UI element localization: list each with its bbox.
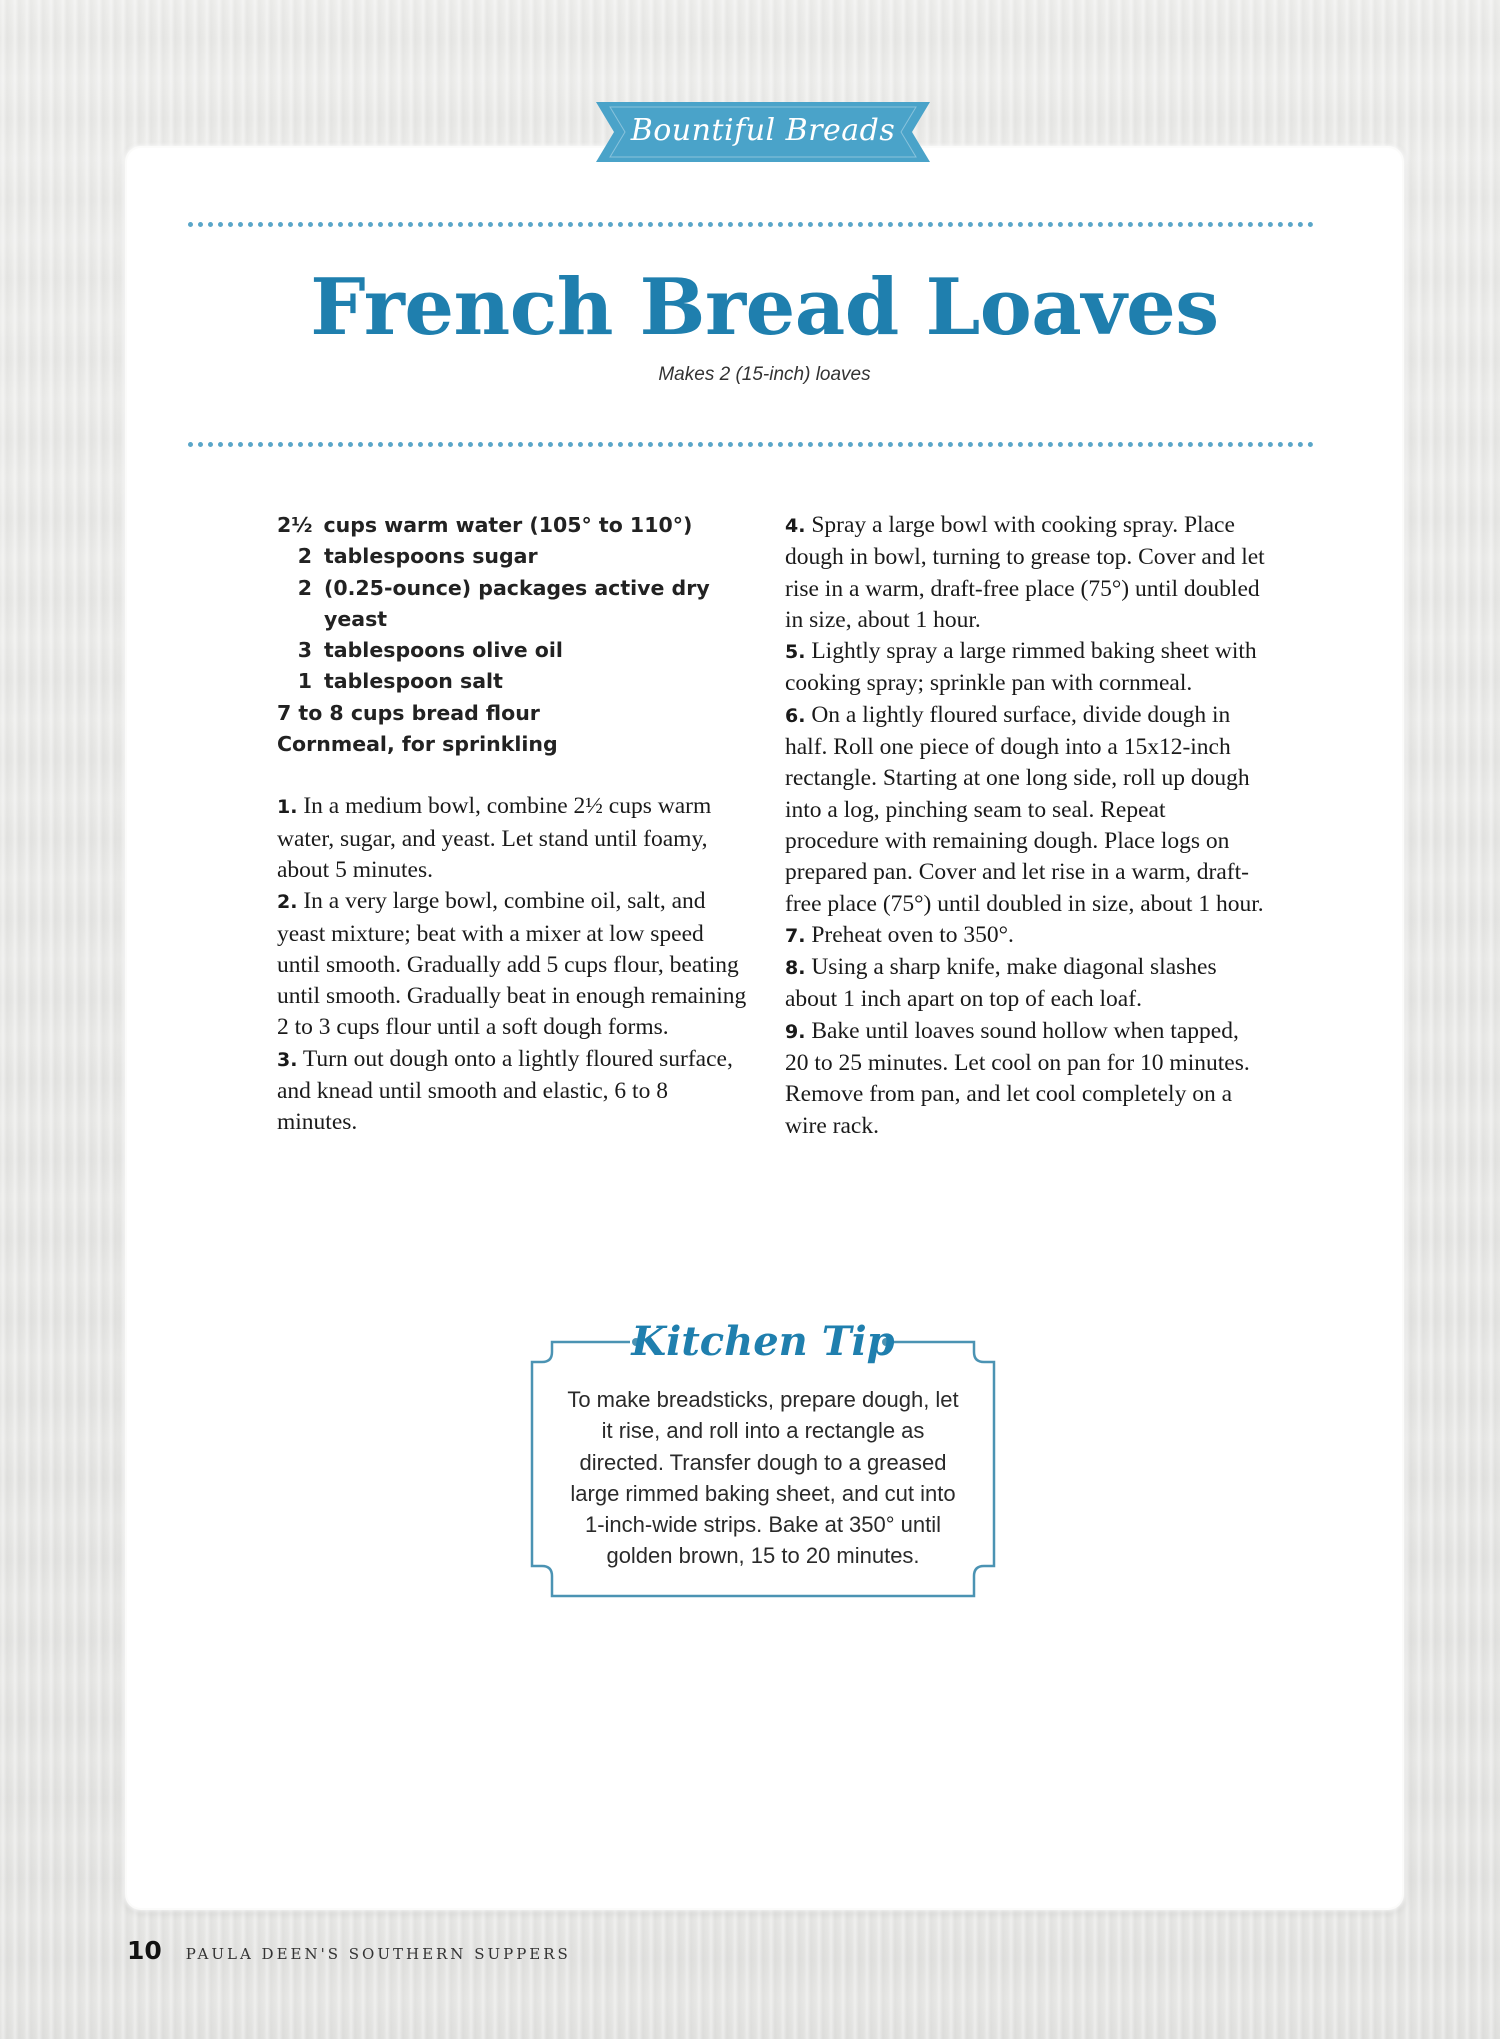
ingredient-text: tablespoons olive oil: [324, 638, 563, 663]
section-ribbon: [596, 102, 930, 162]
step-number: 5.: [785, 641, 806, 664]
tip-title: Kitchen Tip: [631, 1318, 895, 1365]
step-2: [277, 886, 747, 1043]
ingredient-text: tablespoon salt: [324, 669, 503, 694]
ingredient-item: [277, 666, 747, 697]
step-4: [785, 510, 1265, 636]
step-text: In a very large bowl, combine oil, salt, and yeast mixture; beat with a mixer at low speed until smooth. Gradually add 5 cups flour, beating until smooth. Gradually beat in enough remaining 2 to 3 cups flour until a soft dough forms.: [277, 888, 747, 1041]
ingredient-item: [277, 698, 747, 729]
step-number: 2.: [277, 891, 298, 914]
section-label: Bountiful Breads: [630, 113, 896, 148]
step-1: [277, 791, 747, 886]
step-9: [785, 1016, 1265, 1142]
step-number: 3.: [277, 1048, 298, 1071]
step-number: 1.: [277, 796, 298, 819]
step-text: Turn out dough onto a lightly floured surface, and knead until smooth and elastic, 6 to 8 minutes.: [277, 1045, 733, 1136]
step-text: Using a sharp knife, make diagonal slashes about 1 inch apart on top of each loaf.: [785, 954, 1217, 1013]
step-text: On a lightly floured surface, divide dough in half. Roll one piece of dough into a 15x12-inch rectangle. Starting at one long side, roll up dough into a log, pinching seam to seal. Repeat procedure with remaining dough. Place logs on prepared pan. Cover and let rise in a warm, draft-free place (75°) until doubled in size, about 1 hour.: [785, 701, 1264, 917]
step-text: Spray a large bowl with cooking spray. Place dough in bowl, turning to grease top. Cover and let rise in a warm, draft-free place (75°) until doubled in size, about 1 hour.: [785, 512, 1265, 633]
ingredient-text: Cornmeal, for sprinkling: [277, 732, 558, 757]
step-number: 4.: [785, 515, 806, 537]
step-number: 9.: [785, 1020, 806, 1043]
ingredient-item: [277, 635, 747, 666]
ingredient-qty: 3: [297, 638, 312, 663]
step-text: Lightly spray a large rimmed baking sheet with cooking spray; sprinkle pan with cornmeal.: [785, 638, 1257, 697]
step-text: Bake until loaves sound hollow when tapped, 20 to 25 minutes. Let cool on pan for 10 minutes. Remove from pan, and let cool completely on a wire rack.: [785, 1017, 1250, 1139]
step-number: 8.: [785, 957, 806, 980]
page-footer: [127, 1936, 571, 1965]
ingredient-text: tablespoons sugar: [324, 544, 538, 569]
kitchen-tip-box: [530, 1318, 996, 1598]
step-number: 7.: [785, 924, 806, 947]
step-5: [785, 636, 1265, 700]
tip-body: To make breadsticks, prepare dough, let it rise, and roll into a rectangle as directed. Transfer dough to a greased large rimmed baking sheet, and cut into 1-inch-wide strips. Bake at 350° until golden brown, 15 to 20 minutes.: [567, 1387, 959, 1569]
ingredient-item: [277, 541, 747, 572]
ingredient-list: [277, 510, 747, 760]
step-8: [785, 952, 1265, 1016]
ingredient-item: [277, 573, 747, 636]
bottom-divider: [188, 442, 1314, 447]
top-divider: [188, 222, 1314, 227]
step-text: Preheat oven to 350°.: [811, 921, 1014, 948]
step-number: 6.: [785, 704, 806, 727]
ingredient-text: (0.25-ounce) packages active dry yeast: [324, 575, 710, 631]
recipe-yield: Makes 2 (15-inch) loaves: [658, 364, 871, 385]
step-text: In a medium bowl, combine 2½ cups warm water, sugar, and yeast. Let stand until foamy, about 5 minutes.: [277, 793, 712, 883]
recipe-title: French Bread Loaves: [310, 262, 1219, 353]
step-6: [785, 700, 1265, 920]
step-3: [277, 1044, 747, 1139]
ingredient-qty: 2: [297, 544, 312, 569]
ingredient-text: cups warm water (105° to 110°): [323, 513, 693, 537]
ingredient-item: [277, 510, 747, 541]
ingredient-qty: 2: [297, 575, 312, 600]
ingredient-item: [277, 729, 747, 760]
step-7: [785, 920, 1265, 952]
ingredient-text: 7 to 8 cups bread flour: [277, 700, 540, 725]
left-column: [277, 510, 747, 1139]
right-column: [785, 510, 1265, 1142]
ingredient-qty: 2½: [277, 513, 313, 537]
book-title: PAULA DEEN'S SOUTHERN SUPPERS: [185, 1945, 571, 1963]
page-number: 10: [127, 1936, 162, 1965]
ingredient-qty: 1: [297, 669, 312, 694]
